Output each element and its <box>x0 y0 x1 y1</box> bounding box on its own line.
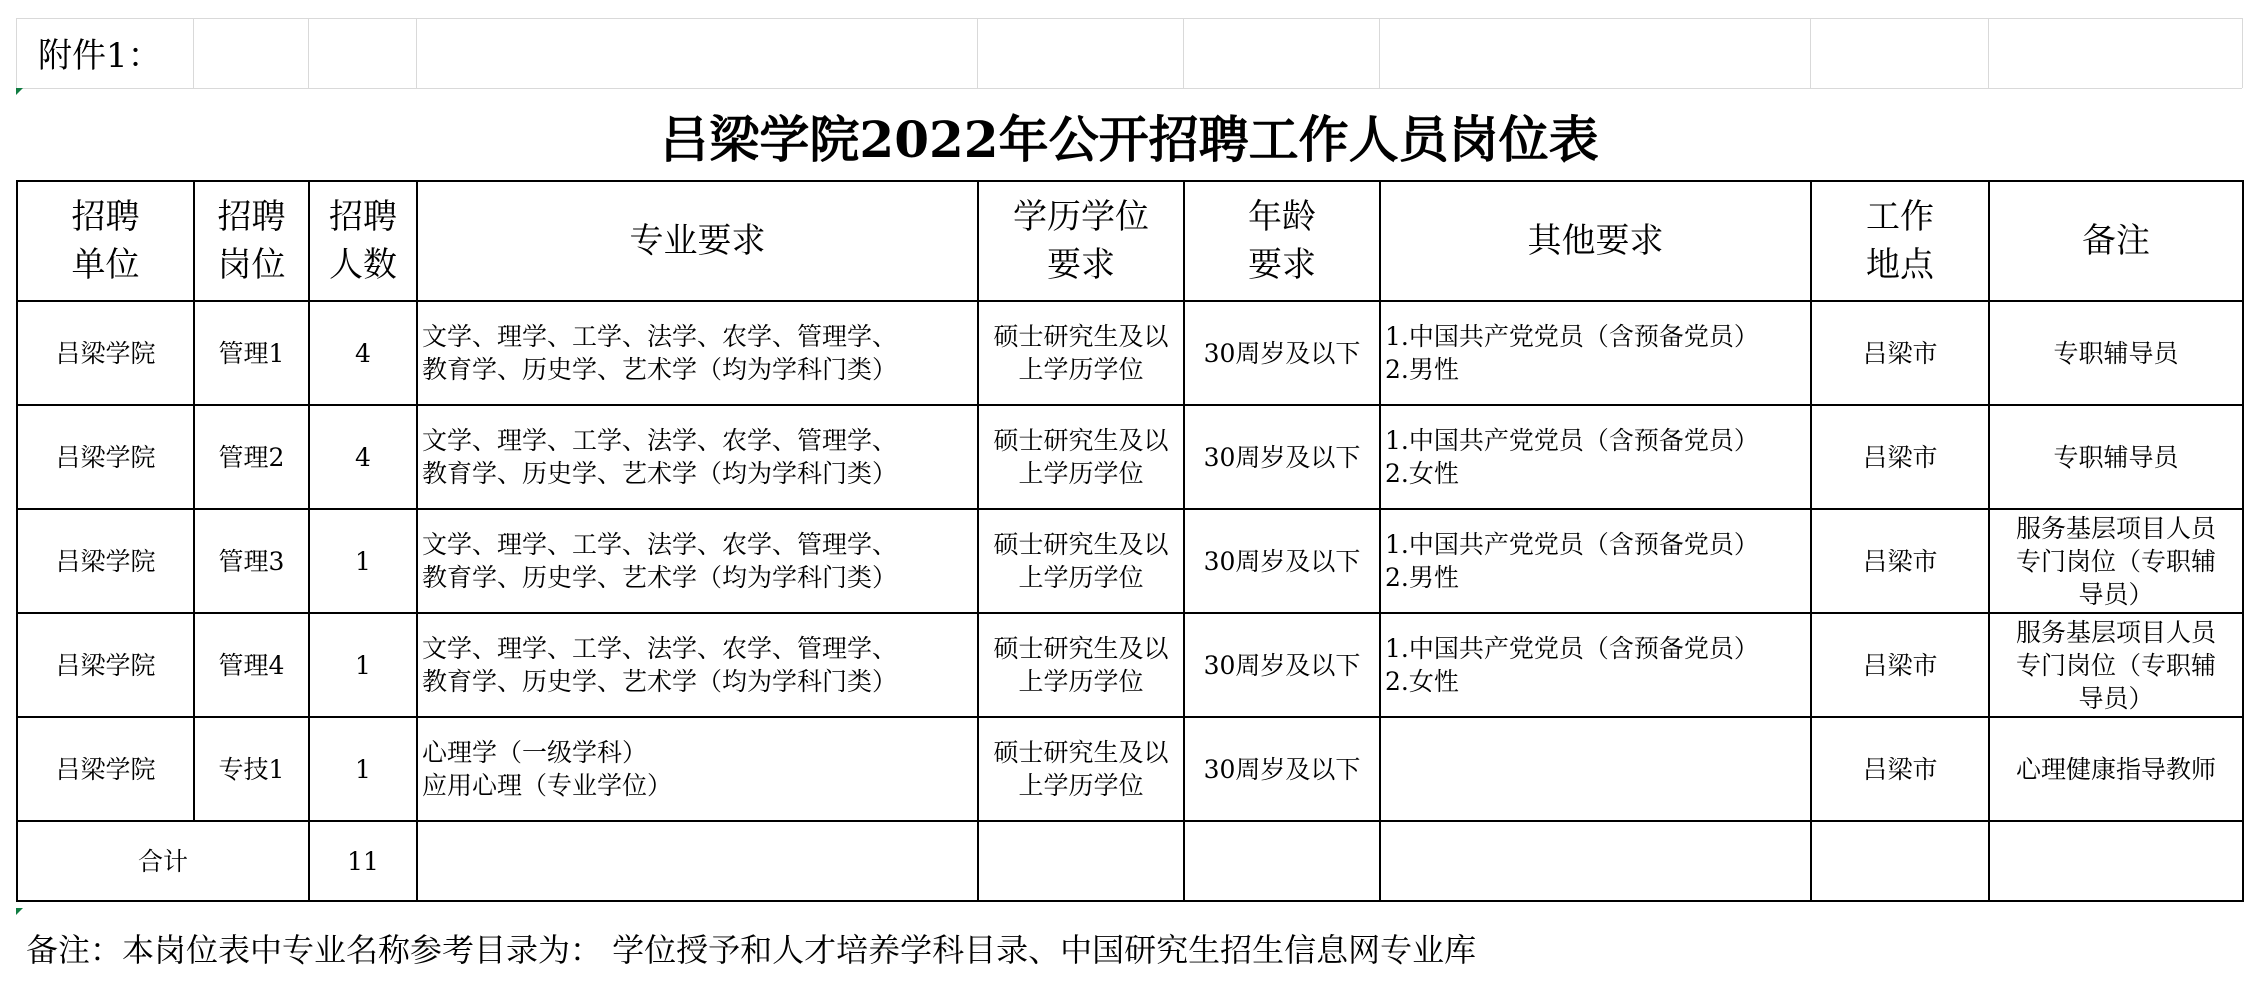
header-count: 招聘 人数 <box>309 181 417 301</box>
empty-cell <box>417 821 978 901</box>
grid-line <box>1379 18 1380 88</box>
cell-degree: 硕士研究生及以 上学历学位 <box>978 717 1184 821</box>
cell-major: 文学、理学、工学、法学、农学、管理学、 教育学、历史学、艺术学（均为学科门类） <box>417 405 978 509</box>
table-row <box>17 509 2243 613</box>
cell-major: 文学、理学、工学、法学、农学、管理学、 教育学、历史学、艺术学（均为学科门类） <box>417 509 978 613</box>
cell-unit: 吕梁学院 <box>17 717 194 821</box>
cell-remark: 服务基层项目人员 专门岗位（专职辅 导员） <box>1989 509 2243 613</box>
grid-line <box>193 18 194 88</box>
cell-unit: 吕梁学院 <box>17 301 194 405</box>
header-unit: 招聘 单位 <box>17 181 194 301</box>
cell-remark: 服务基层项目人员 专门岗位（专职辅 导员） <box>1989 613 2243 717</box>
cell-position: 管理3 <box>194 509 309 613</box>
empty-cell <box>1184 821 1380 901</box>
grid-line <box>977 18 978 88</box>
table-row <box>17 405 2243 509</box>
total-count: 11 <box>309 821 417 901</box>
cell-location: 吕梁市 <box>1811 613 1989 717</box>
cell-unit: 吕梁学院 <box>17 613 194 717</box>
cell-location: 吕梁市 <box>1811 405 1989 509</box>
header-row <box>17 181 2243 301</box>
cell-count: 4 <box>309 301 417 405</box>
cell-remark: 专职辅导员 <box>1989 405 2243 509</box>
total-row <box>17 821 2243 901</box>
cell-other: 1.中国共产党党员（含预备党员） 2.男性 <box>1380 509 1811 613</box>
cell-degree: 硕士研究生及以 上学历学位 <box>978 405 1184 509</box>
cell-age: 30周岁及以下 <box>1184 717 1380 821</box>
cell-major: 心理学（一级学科） 应用心理（专业学位） <box>417 717 978 821</box>
cell-location: 吕梁市 <box>1811 301 1989 405</box>
cell-position: 专技1 <box>194 717 309 821</box>
grid-line <box>308 18 309 88</box>
total-label: 合计 <box>17 821 309 901</box>
cell-major: 文学、理学、工学、法学、农学、管理学、 教育学、历史学、艺术学（均为学科门类） <box>417 301 978 405</box>
cell-other: 1.中国共产党党员（含预备党员） 2.男性 <box>1380 301 1811 405</box>
grid-line <box>416 18 417 88</box>
empty-cell <box>1811 821 1989 901</box>
cell-other <box>1380 717 1811 821</box>
header-other: 其他要求 <box>1380 181 1811 301</box>
cell-degree: 硕士研究生及以 上学历学位 <box>978 301 1184 405</box>
header-location: 工作 地点 <box>1811 181 1989 301</box>
cell-position: 管理2 <box>194 405 309 509</box>
grid-line <box>16 88 2242 89</box>
table-row <box>17 301 2243 405</box>
cell-degree: 硕士研究生及以 上学历学位 <box>978 509 1184 613</box>
grid-line <box>1810 18 1811 88</box>
cell-major: 文学、理学、工学、法学、农学、管理学、 教育学、历史学、艺术学（均为学科门类） <box>417 613 978 717</box>
cell-count: 4 <box>309 405 417 509</box>
cell-age: 30周岁及以下 <box>1184 405 1380 509</box>
footnote: 备注：本岗位表中专业名称参考目录为： 学位授予和人才培养学科目录、中国研究生招生信息网专业库 <box>26 931 1477 969</box>
cell-comment-marker <box>16 908 23 915</box>
table-row <box>17 613 2243 717</box>
cell-position: 管理1 <box>194 301 309 405</box>
table-row <box>17 717 2243 821</box>
header-position: 招聘 岗位 <box>194 181 309 301</box>
grid-line <box>16 18 17 88</box>
empty-cell <box>1380 821 1811 901</box>
grid-line <box>16 18 2242 19</box>
cell-location: 吕梁市 <box>1811 509 1989 613</box>
grid-line <box>1183 18 1184 88</box>
attachment-label: 附件1： <box>38 36 162 76</box>
header-degree: 学历学位 要求 <box>978 181 1184 301</box>
cell-position: 管理4 <box>194 613 309 717</box>
cell-age: 30周岁及以下 <box>1184 613 1380 717</box>
cell-unit: 吕梁学院 <box>17 405 194 509</box>
cell-location: 吕梁市 <box>1811 717 1989 821</box>
grid-line <box>2242 18 2243 88</box>
cell-degree: 硕士研究生及以 上学历学位 <box>978 613 1184 717</box>
empty-cell <box>978 821 1184 901</box>
grid-line <box>1988 18 1989 88</box>
cell-age: 30周岁及以下 <box>1184 509 1380 613</box>
cell-other: 1.中国共产党党员（含预备党员） 2.女性 <box>1380 405 1811 509</box>
header-age: 年龄 要求 <box>1184 181 1380 301</box>
header-remark: 备注 <box>1989 181 2243 301</box>
cell-remark: 专职辅导员 <box>1989 301 2243 405</box>
cell-unit: 吕梁学院 <box>17 509 194 613</box>
cell-other: 1.中国共产党党员（含预备党员） 2.女性 <box>1380 613 1811 717</box>
cell-count: 1 <box>309 509 417 613</box>
cell-count: 1 <box>309 613 417 717</box>
cell-age: 30周岁及以下 <box>1184 301 1380 405</box>
empty-cell <box>1989 821 2243 901</box>
positions-table <box>16 180 2244 902</box>
cell-remark: 心理健康指导教师 <box>1989 717 2243 821</box>
cell-comment-marker <box>16 88 23 95</box>
cell-count: 1 <box>309 717 417 821</box>
header-major: 专业要求 <box>417 181 978 301</box>
page-title: 吕梁学院2022年公开招聘工作人员岗位表 <box>659 110 1599 169</box>
